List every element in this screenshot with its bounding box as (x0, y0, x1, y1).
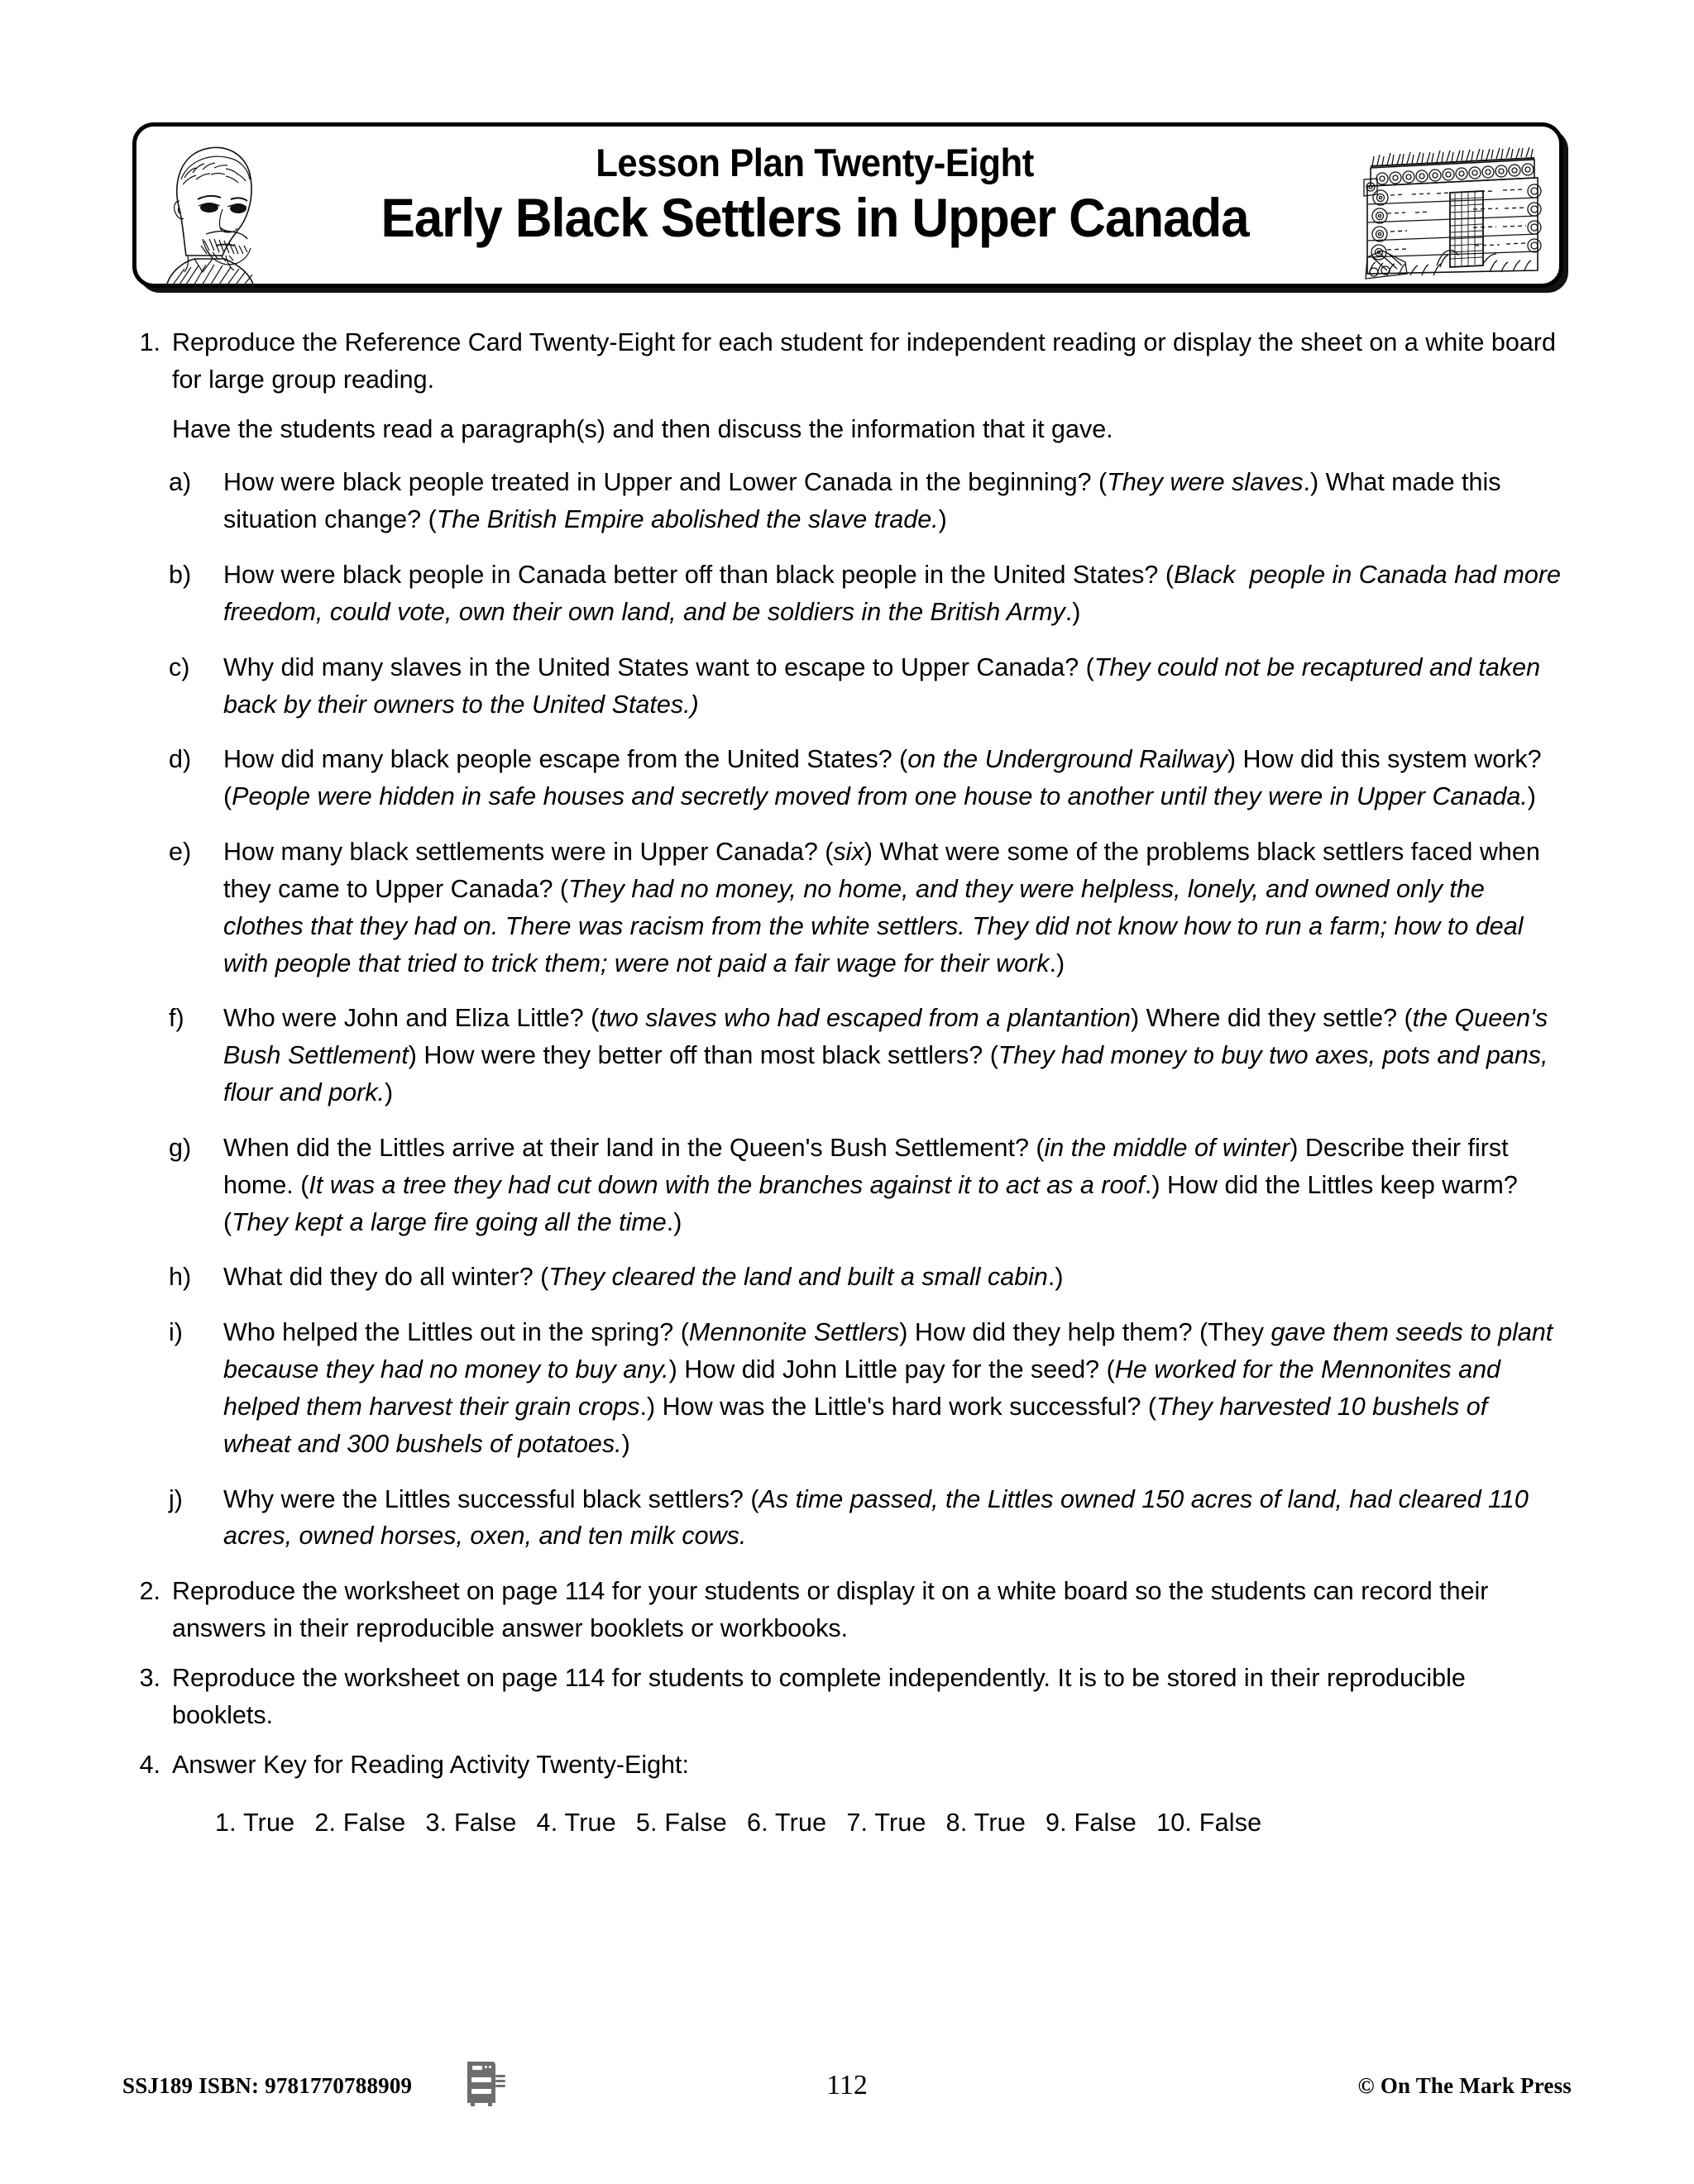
list-marker: b) (169, 561, 192, 590)
question-item-a (122, 464, 1562, 538)
numbered-item-text: Reproduce the worksheet on page 114 for your students or display it on a white board so the students can record their answers in their reproducible answer booklets or workbooks. (172, 1577, 1489, 1643)
answer-key-entry: 10. False (1156, 1809, 1262, 1838)
list-marker: d) (169, 745, 192, 774)
header-title-group (277, 141, 1352, 246)
question-list (122, 464, 1562, 1555)
lesson-header-banner (132, 122, 1563, 288)
list-marker: h) (169, 1263, 192, 1292)
list-marker: c) (169, 652, 190, 681)
question-item-e (122, 834, 1562, 982)
question-text: Why were the Littles successful black settlers? (As time passed, the Littles owned 150 acres of land, had cleared 110 acres, owned horses, oxen, and ten milk cows. (223, 1484, 1529, 1551)
portrait-illustration (155, 130, 264, 287)
footer-isbn: SSJ189 ISBN: 9781770788909 (122, 2073, 413, 2098)
page-number: 112 (826, 2070, 868, 2100)
list-marker: 3. (139, 1663, 160, 1692)
question-text: How were black people in Canada better off than black people in the United States? (Black people in Canada had more freedom, could vote, own their own land, and be soldiers in the British Army.) (223, 561, 1561, 626)
question-text: How were black people treated in Upper and Lower Canada in the beginning? (They were slaves.) What made this situation change? (The British Empire abolished the slave trade.) (223, 468, 1501, 534)
question-item-i (122, 1314, 1562, 1462)
numbered-item-4 (122, 1747, 1562, 1784)
answer-key-entry: 8. True (945, 1809, 1026, 1838)
lesson-title: Early Black Settlers in Upper Canada (380, 186, 1249, 248)
question-text: When did the Littles arrive at their land in the Queen's Bush Settlement? (in the middle of winter) Describe their first home. (It was a tree they had cut down with the branches against it to act as a roof.) How did the Littles keep warm? (They kept a large fire going all the time.) (223, 1133, 1518, 1236)
question-item-f (122, 1000, 1562, 1111)
numbered-item-text: Reproduce the worksheet on page 114 for students to complete independently. It is to be stored in their reproducible booklets. (172, 1663, 1466, 1729)
log-cabin-illustration (1357, 133, 1548, 284)
numbered-item-text: Reproduce the Reference Card Twenty-Eight for each student for independent reading or display the sheet on a white board for large group reading. (172, 328, 1556, 394)
numbered-item-1 (122, 324, 1562, 399)
answer-key-entry: 5. False (635, 1809, 727, 1838)
numbered-item-3 (122, 1660, 1562, 1734)
page-footer (122, 2062, 1572, 2119)
list-marker: 4. (139, 1750, 160, 1779)
lesson-subtitle: Lesson Plan Twenty-Eight (596, 141, 1034, 184)
answer-key-entry: 4. True (536, 1809, 616, 1838)
list-marker: f) (169, 1004, 184, 1033)
list-marker: e) (169, 838, 192, 867)
question-text: How did many black people escape from the United States? (on the Underground Railway) How did this system work? (People were hidden in safe houses and secretly moved from one house to another until they were in Upper Canada.) (223, 745, 1542, 811)
question-text: What did they do all winter? (They cleared the land and built a small cabin.) (223, 1263, 1064, 1292)
instruction-paragraph: Have the students read a paragraph(s) and then discuss the information that it gave. (172, 414, 1113, 443)
list-marker: i) (169, 1318, 183, 1347)
question-item-c (122, 649, 1562, 724)
answer-key-entry: 3. False (425, 1809, 517, 1838)
answer-key-entry: 1. True (215, 1809, 295, 1838)
answer-key-entry: 7. True (846, 1809, 926, 1838)
footer-copyright: © On The Mark Press (1357, 2073, 1572, 2098)
question-text: Who were John and Eliza Little? (two slaves who had escaped from a plantantion) Where did they settle? (the Queen's Bush Settlement) How were they better off than most black settlers? (They had money to buy two axes, pots and pans, flour and pork.) (223, 1004, 1548, 1107)
question-item-h (122, 1259, 1562, 1296)
question-item-j (122, 1481, 1562, 1556)
question-item-d (122, 741, 1562, 815)
answer-key-entry: 2. False (314, 1809, 406, 1838)
answer-key-entry: 6. True (746, 1809, 827, 1838)
answer-key-entry: 9. False (1046, 1809, 1137, 1838)
list-marker: 1. (139, 328, 160, 356)
question-text: How many black settlements were in Upper Canada? (six) What were some of the problems black settlers faced when they came to Upper Canada? (They had no money, no home, and they were helpless, lonely, and owned only the clothes that they had on. There was racism from the white settlers. They did not know how to run a farm; how to deal with people that tried to trick them; were not paid a fair wage for their work.) (223, 838, 1540, 977)
numbered-item-text: Answer Key for Reading Activity Twenty-Eight: (172, 1750, 689, 1779)
question-text: Why did many slaves in the United States want to escape to Upper Canada? (They could not be recaptured and taken back by their owners to the United States.) (223, 652, 1541, 719)
list-marker: 2. (139, 1577, 160, 1606)
question-item-b (122, 557, 1562, 631)
answer-key-line (122, 1804, 1562, 1842)
question-item-g (122, 1130, 1562, 1240)
lesson-body (122, 324, 1562, 1842)
numbered-item-2 (122, 1573, 1562, 1647)
list-marker: j) (169, 1484, 183, 1513)
question-text: Who helped the Littles out in the spring? (Mennonite Settlers) How did they help them? (They gave them seeds to plant because they had no money to buy any.) How did John Little pay for the seed? (He worked for the Mennonites and helped them harvest their grain crops.) How was the Little's hard work successful? (They harvested 10 bushels of wheat and 300 bushels of potatoes.) (223, 1318, 1553, 1458)
list-marker: a) (169, 468, 192, 497)
list-marker: g) (169, 1133, 192, 1162)
